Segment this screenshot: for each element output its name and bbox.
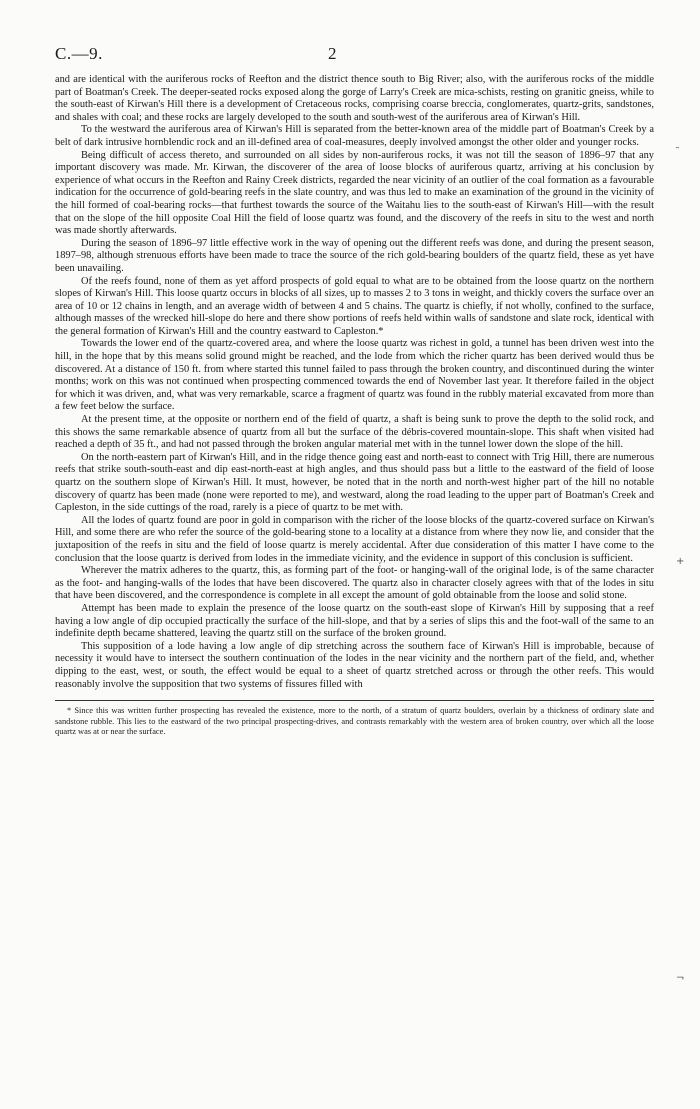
footnote: * Since this was written further prospecting has revealed the existence, more to the north, of a stratum of quartz boulders, overlain by a thickness of ordinary slate and sandstone rubble. This lies to the eastward of the two principal prospecting-drives, and contrasts remarkably with the western area of broken country, over which all the loose quartz was at or near the surface.	[55, 706, 654, 736]
body-text	[55, 74, 654, 691]
document-reference: C.—9.	[55, 44, 103, 63]
page-header	[55, 44, 654, 74]
paragraph: On the north-eastern part of Kirwan's Hill, and in the ridge thence going east and north-east to connect with Trig Hill, there are numerous reefs that strike south-south-east and dip east-north-east at high angles, and thus should pass but a little to the eastward of the field of loose quartz on the southern slope of Kirwan's Hill. It must, however, be noted that in the north and north-west higher part of the hill no notable discovery of quartz has been made (none were reported to me), and westward, along the road leading to the upper part of Boatman's Creek and Capleston, in the side cuttings of the road, rarely is a piece of quartz to be met with.	[55, 451, 654, 514]
margin-mark-middle: +	[676, 556, 685, 567]
paragraph: and are identical with the auriferous rocks of Reefton and the district thence south to Big River; also, with the auriferous rocks of the middle part of Boatman's Creek. The deeper-seated rocks exposed along the gorge of Larry's Creek are mica-schists, resting on granitic gneiss, while to the south-east of Kirwan's Hill there is a development of Cretaceous rocks, comprising coarse breccia, conglomerates, quartz-grits, sandstones, and shales with coal; and these rocks are largely developed to the south and south-west of the auriferous area of Kirwan's Hill.	[55, 74, 654, 123]
paragraph: This supposition of a lode having a low angle of dip stretching across the southern face of Kirwan's Hill is improbable, because of necessity it would have to intersect the southern continuation of the lodes in the near vicinity and the northern part of the field, and, whether dipping to the east, west, or south, the effect would be equal to a sheet of quartz stretched across or through the other reefs. This would reasonably involve the supposition that two systems of fissures filled with	[55, 640, 654, 690]
paragraph: During the season of 1896–97 little effective work in the way of opening out the different reefs was done, and during the present season, 1897–98, although strenuous efforts have been made to trace the source of the rich gold-bearing boulders of the quartz field, these as yet have been unavailing.	[55, 237, 654, 274]
paragraph: At the present time, at the opposite or northern end of the field of quartz, a shaft is being sunk to prove the depth to the solid rock, and this shows the same remarkable absence of quartz from all but the surface of the débris-covered mountain-slope. This shaft when visited had reached a depth of 35 ft., and had not passed through the broken angular material met with in the tunnel lower down the slope of the hill.	[55, 414, 654, 451]
paragraph: All the lodes of quartz found are poor in gold in comparison with the richer of the loose blocks of the quartz-covered surface on Kirwan's Hill, and some there are who refer the source of the gold-bearing stone to a locality at a distance from where they now lie, and consider that the juxtaposition of the reefs in situ and the field of loose quartz is merely accidental. After due consideration of this matter I have come to the conclusion that the loose quartz is derived from lodes in the immediate vicinity, and the evidence in support of this conclusion is sufficient.	[55, 514, 654, 564]
margin-mark-top: ˷	[675, 138, 680, 149]
paragraph: Of the reefs found, none of them as yet afford prospects of gold equal to what are to be obtained from the loose quartz on the northern slopes of Kirwan's Hill. This loose quartz occurs in blocks of all sizes, up to masses 2 to 3 tons in weight, and thickly covers the surface over an area of 10 or 12 chains in length, and an average width of between 4 and 5 chains. The quartz is chiefly, if not wholly, confined to the surface, although masses of the wrecked hill-slope do here and there show portions of reefs held within walls of sandstone and slate rock, identical with the general formation of Kirwan's Hill and the country eastward to Capleston.*	[55, 275, 654, 337]
paragraph: To the westward the auriferous area of Kirwan's Hill is separated from the better-known area of the middle part of Boatman's Creek by a belt of dark intrusive hornblendic rock and an ill-defined area of coal-measures, deeply involved amongst the other older and younger rocks.	[55, 124, 654, 148]
paragraph: Being difficult of access thereto, and surrounded on all sides by non-auriferous rocks, it was not till the season of 1896–97 that any important discovery was made. Mr. Kirwan, the discoverer of the area of loose blocks of auriferous quartz, arriving at his conclusion by experience of what occurs in the Reefton and Rainy Creek districts, regarded the near vicinity of an outlier of the coal formation as a favourable indication for the occurrence of gold-bearing reefs in the slate country, and was thus led to make an examination of the ground in the vicinity of the hill formed of coal-bearing rocks—that furthest towards the source of the Waitahu lies to the south-east of Kirwan's Hill—with the result that on the slope of the hill opposite Coal Hill the field of loose quartz was found, and the discovery of the reefs in situ to the west and north was made shortly afterwards.	[55, 149, 654, 237]
paragraph: Wherever the matrix adheres to the quartz, this, as forming part of the foot- or hanging-wall of the original lode, is of the same character as the foot- and hanging-walls of the lodes that have been discovered. The quartz also in character closely agrees with that of the lodes in situ that have been discovered, and the correspondence is complete in all except the amount of gold obtainable from the loose and solid stone.	[55, 565, 654, 602]
footnote-divider	[55, 700, 654, 701]
paragraph: Attempt has been made to explain the presence of the loose quartz on the south-east slope of Kirwan's Hill by supposing that a reef having a low angle of dip occupied practically the surface of the hill-slope, and that by a series of slips this and the foot-wall of the same to an indefinite depth became shattered, leaving the quartz still on the surface of the broken ground.	[55, 602, 654, 640]
paragraph: Towards the lower end of the quartz-covered area, and where the loose quartz was richest in gold, a tunnel has been driven west into the hill, in the hope that by this means solid ground might be reached, and the lode from which the richer quartz has been derived would thus be discovered. At a distance of 150 ft. from where started this tunnel failed to pass through the broken country, and discontinued during the winter months; work on this was not continued when prospecting commenced towards the end of November last year. It therefore failed in the object for which it was driven, and, what was very remarkable, scarce a fragment of quartz was found in the rubbly material excavated from more than a few feet below the surface.	[55, 338, 654, 413]
page-number: 2	[328, 44, 337, 63]
margin-mark-bottom: ¬	[676, 973, 685, 984]
